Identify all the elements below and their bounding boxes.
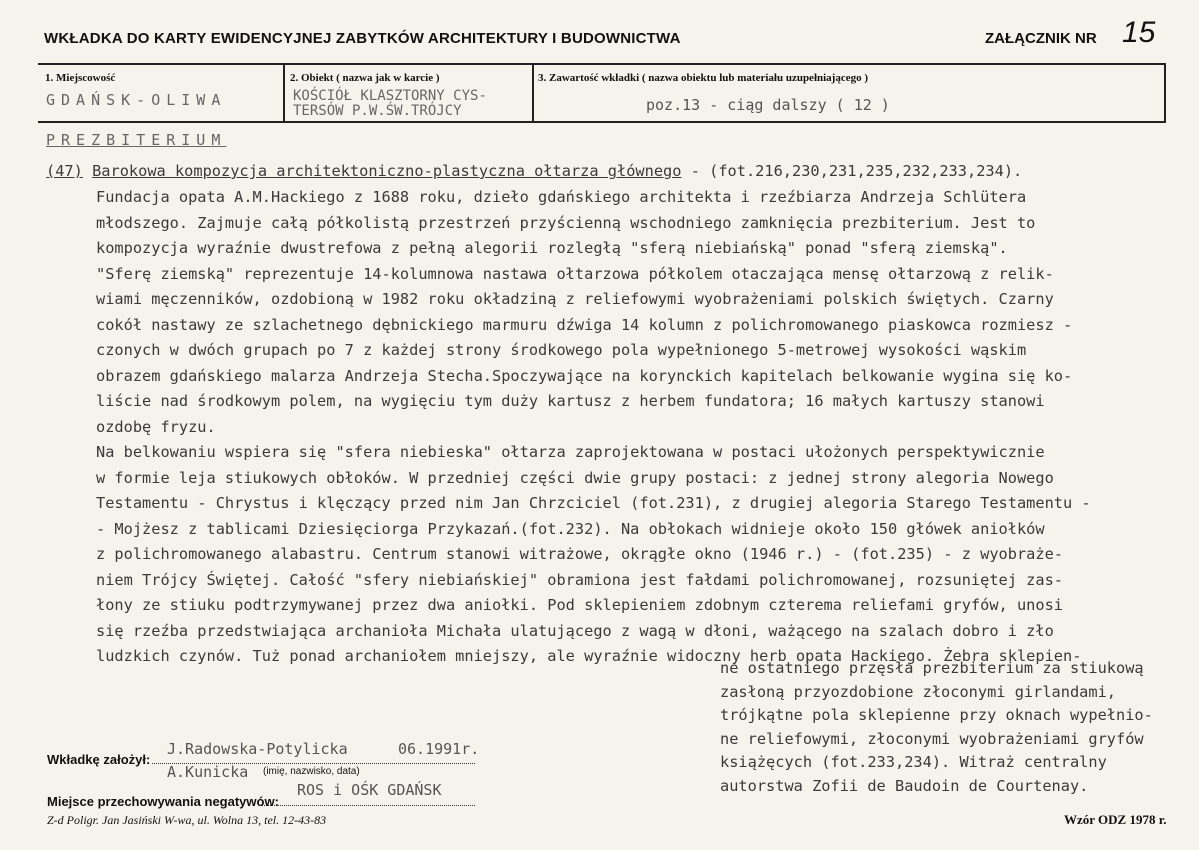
body-line: cokół nastawy ze szlachetnego dębnickiego marmuru dźwiga 14 kolumn z polichromowanego piaskowca rozmiesz - (96, 315, 1073, 334)
author-1: J.Radowska-Potylicka (167, 740, 348, 758)
body-line: młodszego. Zajmuje całą półkolistą przestrzeń przyścienną wschodniego zamknięcia prezbiterium. Jest to (96, 213, 1036, 232)
negatives-label: Miejsce przechowywania negatywów: (47, 794, 279, 809)
body-line-right: książęcych (fot.233,234). Witraż centralny (720, 753, 1107, 771)
body-line: wiami męczenników, ozdobioną w 1982 roku okładziną z reliefowymi wyobrażeniami polskich świętych. Czarny (96, 290, 1054, 308)
content-label: 3. Zawartość wkładki ( nazwa obiektu lub materiału uzupełniającego ) (538, 72, 869, 84)
object-value (293, 89, 487, 119)
header-rule-top (38, 63, 1166, 65)
divider-right (1164, 63, 1166, 121)
body-line: - Mojżesz z tablicami Dziesięciorga Przykazań.(fot.232). Na obłokach widnieje około 150 główek aniołków (96, 519, 1045, 538)
body-line: Fundacja opata A.M.Hackiego z 1688 roku, dzieło gdańskiego architekta i rzeźbiarza Andrzeja Schlütera (96, 188, 1027, 206)
insert-date: 06.1991r. (398, 740, 480, 758)
object-value-line1: KOŚCIÓŁ KLASZTORNY CYS- (293, 88, 487, 104)
item-photo-refs: - (fot.216,230,231,235,232,233,234). (681, 162, 1023, 180)
object-label: 2. Obiekt ( nazwa jak w karcie ) (290, 72, 440, 84)
body-line: niem Trójcy Świętej. Całość "sfery niebiańskiej" obramiona jest fałdami polichromowanej, rozsuniętej zas- (96, 570, 1063, 589)
negatives-location: ROS i OŚK GDAŃSK (297, 781, 442, 799)
form-title: WKŁADKA DO KARTY EWIDENCYJNEJ ZABYTKÓW ARCHITEKTURY I BUDOWNICTWA (44, 30, 681, 47)
form-model: Wzór ODZ 1978 r. (1064, 812, 1167, 827)
body-line: czonych w dwóch grupach po 7 z każdej strony środkowego pola wypełnionego 5-metrowej wysokości wąskim (96, 341, 1027, 359)
divider-2 (532, 63, 534, 121)
body-line: się rzeźba przedstwiająca archanioła Michała ulatującego z wagą w dłoni, ważącego na szalach dobro i zło (96, 621, 1054, 640)
annex-number: 15 (1122, 16, 1156, 49)
author-2: A.Kunicka (167, 763, 249, 781)
item-title-line (46, 161, 1022, 181)
body-line: z polichromowanego alabastru. Centrum stanowi witrażowe, okrągłe okno (1946 r.) - (fot.235) - z wyobraże- (96, 545, 1063, 563)
object-value-line2: TERSÓW P.W.ŚW.TRÓJCY (293, 103, 462, 119)
body-line: Na belkowaniu wspiera się "sfera niebieska" ołtarza zaprojektowana w postaci ułożonych perspektywicznie (96, 443, 1045, 461)
negatives-dotted-line (260, 805, 475, 806)
item-title: Barokowa kompozycja architektoniczno-plastyczna ołtarza głównego (92, 162, 682, 180)
locality-label: 1. Miejscowość (45, 72, 116, 84)
section-heading-text: PREZBITERIUM (46, 131, 227, 149)
body-line-right: autorstwa Zofii de Baudoin de Courtenay. (720, 776, 1089, 795)
body-line-right: ne ostatniego przęsła prezbiterium za stiukową (720, 659, 1144, 677)
body-line: obrazem gdańskiego malarza Andrzeja Stecha.Spoczywające na korynckich kapitelach belkowanie wygina się ko- (96, 366, 1073, 385)
body-line: kompozycja wyraźnie dwustrefowa z pełną alegorii rozległą "sferą niebiańską" ponad "sferą ziemską". (96, 239, 1008, 257)
body-line: w formie leja stiukowych obłoków. W przedniej części dwie grupy postaci: z jednej strony alegoria Nowego (96, 468, 1054, 487)
annex-label: ZAŁĄCZNIK NR (985, 30, 1097, 47)
printer-imprint: Z-d Poligr. Jan Jasiński W-wa, ul. Wolna 13, tel. 12-43-83 (47, 813, 327, 827)
header-rule-bottom (38, 121, 1166, 123)
body-line: liście nad środkowym polem, na wygięciu tym duży kartusz z herbem fundatora; 16 małych kartuszy stanowi (96, 392, 1045, 410)
body-line-right: trójkątne pola sklepienne przy oknach wypełnio- (720, 706, 1153, 724)
body-line: ozdobę fryzu. (96, 417, 216, 436)
body-line-right: zasłoną przyozdobione złoconymi girlandami, (720, 682, 1117, 701)
body-line: Testamentu - Chrystus i klęczący przed nim Jan Chrzciciel (fot.231), z drugiej alegoria Starego Testamentu - (96, 494, 1091, 512)
section-heading (46, 131, 226, 149)
body-line: łony ze stiuku podtrzymywanej przez dwa aniołki. Pod sklepieniem zdobnym czterema reliefami gryfów, unosi (96, 596, 1063, 614)
divider-1 (283, 63, 285, 121)
body-line: ludzkich czynów. Tuż ponad archaniołem mniejszy, ale wyraźnie widoczny herb opata Hackiego. Żebra sklepien- (96, 647, 1082, 665)
name-date-caption: (imię, nazwisko, data) (263, 766, 360, 777)
body-line-right: ne reliefowymi, złoconymi wyobrażeniami gryfów (720, 729, 1144, 748)
content-value: poz.13 - ciąg dalszy ( 12 ) (646, 96, 890, 114)
inserted-by-label: Wkładkę założył: (47, 752, 151, 767)
locality-value: GDAŃSK-OLIWA (46, 91, 227, 109)
item-number: (47) (46, 162, 83, 180)
body-line: "Sferę ziemską" reprezentuje 14-kolumnowa nastawa ołtarzowa półkolem otaczająca mensę ołtarzową z relik- (96, 264, 1054, 283)
